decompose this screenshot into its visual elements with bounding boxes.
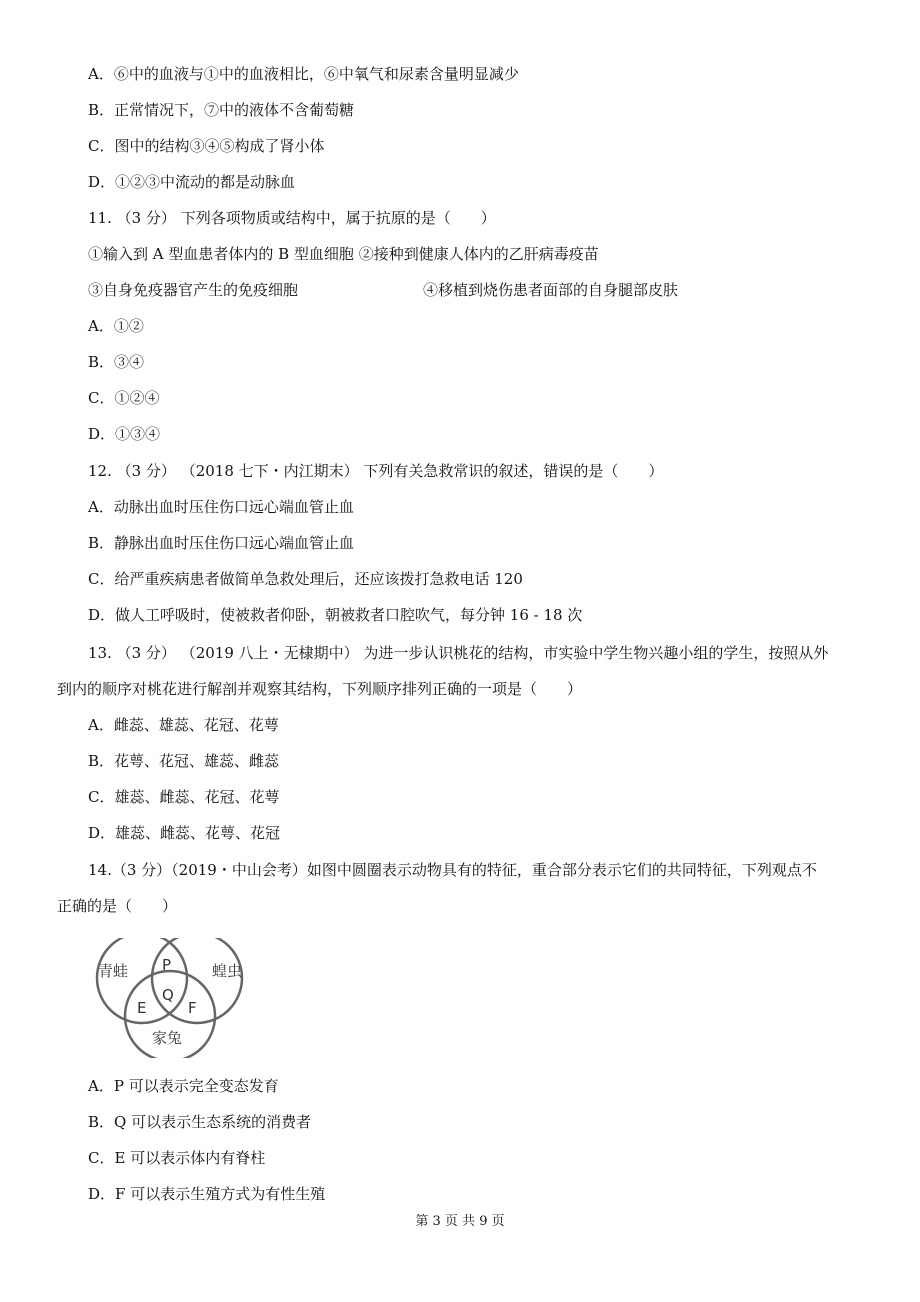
venn-diagram: [92, 938, 252, 1058]
q14-option-b: B．Q 可以表示生态系统的消费者: [88, 1113, 312, 1131]
q10-option-c: C．图中的结构③④⑤构成了肾小体: [88, 137, 325, 155]
q13-stem-line1: 13. （3 分） （2019 八上・无棣期中） 为进一步认识桃花的结构，市实验中学生物兴趣小组的学生，按照从外: [88, 644, 829, 662]
venn-label-locust: 蝗虫: [212, 962, 243, 980]
q13-option-b: B．花萼、花冠、雄蕊、雌蕊: [88, 752, 280, 770]
q11-items-row1: ①输入到 A 型血患者体内的 B 型血细胞 ②接种到健康人体内的乙肝病毒疫苗: [88, 245, 599, 263]
q12-stem: 12. （3 分） （2018 七下・内江期末） 下列有关急救常识的叙述，错误的是（ ）: [88, 462, 664, 480]
q13-option-d: D．雄蕊、雌蕊、花萼、花冠: [88, 824, 281, 842]
q11-option-d: D．①③④: [88, 425, 161, 443]
q12-option-d: D．做人工呼吸时，使被救者仰卧，朝被救者口腔吹气，每分钟 16 - 18 次: [88, 606, 583, 624]
q14-option-a: A．P 可以表示完全变态发育: [88, 1077, 279, 1095]
q11-items-row2-left: ③自身免疫器官产生的免疫细胞: [88, 281, 299, 299]
q11-option-a: A．①②: [88, 317, 144, 335]
q11-stem: 11. （3 分） 下列各项物质或结构中，属于抗原的是（ ）: [88, 209, 496, 227]
q14-stem-line2: 正确的是（ ）: [57, 897, 178, 915]
venn-label-rabbit: 家兔: [152, 1029, 183, 1047]
venn-region-f: F: [188, 999, 197, 1017]
q11-option-b: B．③④: [88, 353, 145, 371]
q10-option-d: D．①②③中流动的都是动脉血: [88, 173, 296, 191]
q10-option-b: B．正常情况下，⑦中的液体不含葡萄糖: [88, 101, 355, 119]
q13-option-c: C．雄蕊、雌蕊、花冠、花萼: [88, 788, 280, 806]
q14-option-c: C．E 可以表示体内有脊柱: [88, 1149, 266, 1167]
venn-region-e: E: [137, 999, 147, 1017]
q12-option-b: B．静脉出血时压住伤口远心端血管止血: [88, 534, 355, 552]
q14-option-d: D．F 可以表示生殖方式为有性生殖: [88, 1185, 326, 1203]
q11-option-c: C．①②④: [88, 389, 160, 407]
venn-label-frog: 青蛙: [98, 962, 129, 980]
page-footer: 第 3 页 共 9 页: [415, 1214, 505, 1229]
q12-option-a: A．动脉出血时压住伤口远心端血管止血: [88, 498, 354, 516]
q12-option-c: C．给严重疾病患者做简单急救处理后，还应该拨打急救电话 120: [88, 570, 523, 588]
q11-items-row2-right: ④移植到烧伤患者面部的自身腿部皮肤: [423, 281, 679, 299]
q13-stem-line2: 到内的顺序对桃花进行解剖并观察其结构，下列顺序排列正确的一项是（ ）: [57, 680, 583, 698]
q13-option-a: A．雌蕊、雄蕊、花冠、花萼: [88, 716, 279, 734]
venn-region-q: Q: [162, 986, 174, 1004]
q10-option-a: A．⑥中的血液与①中的血液相比，⑥中氧气和尿素含量明显减少: [88, 65, 519, 83]
venn-region-p: P: [162, 956, 172, 974]
q14-stem-line1: 14.（3 分）（2019・中山会考）如图中圆圈表示动物具有的特征，重合部分表示它们的共同特征，下列观点不: [88, 861, 817, 879]
